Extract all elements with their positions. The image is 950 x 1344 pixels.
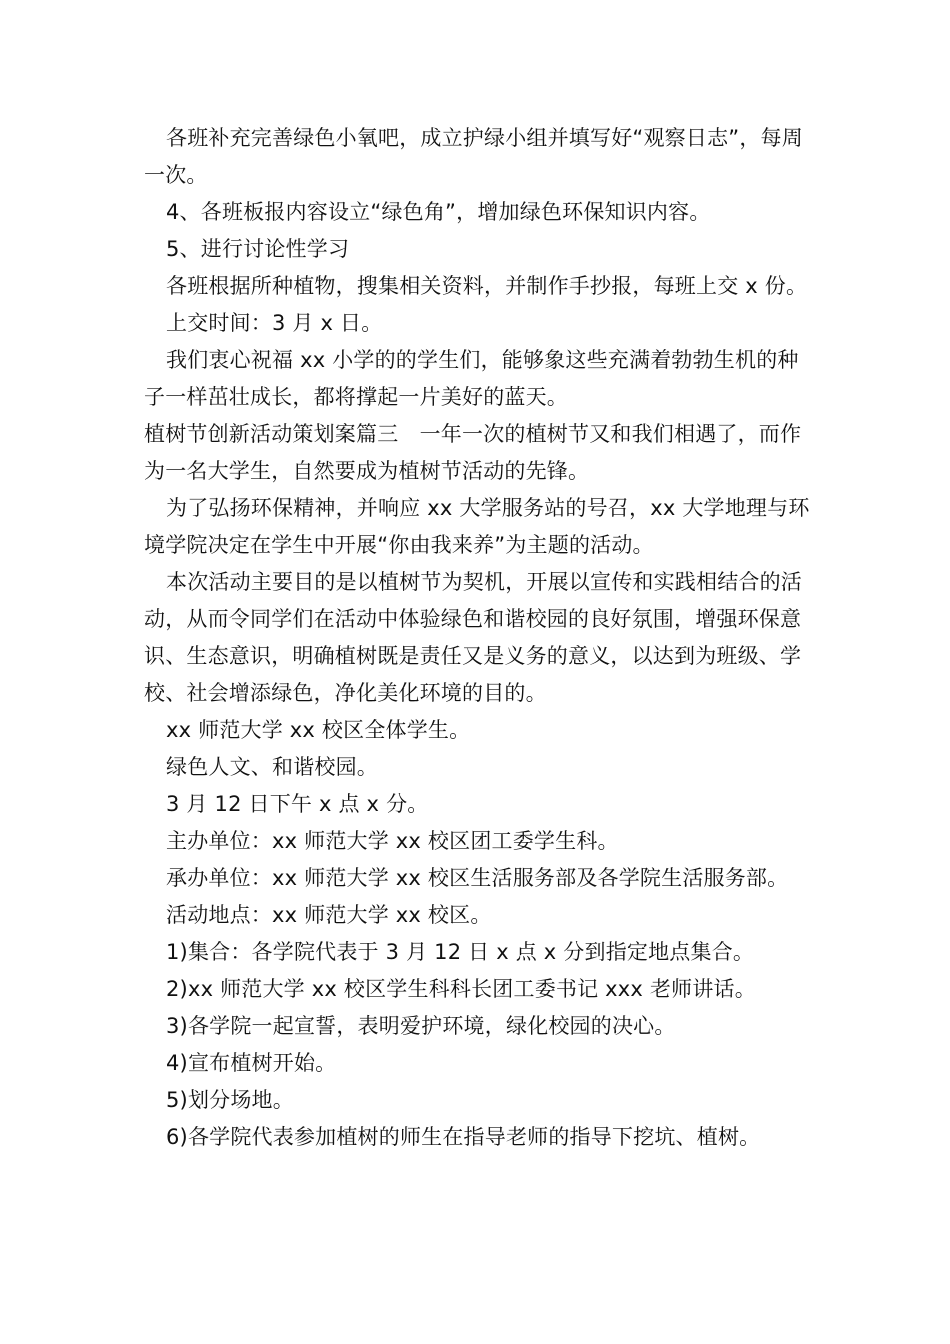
paragraph-green-oxygen-bar: 各班补充完善绿色小氧吧，成立护绿小组并填写好“观察日志”，每周一次。 [144, 126, 803, 187]
paragraph-location: 活动地点：xx 师范大学 xx 校区。 [166, 903, 492, 927]
paragraph-handwritten-report: 各班根据所种植物，搜集相关资料，并制作手抄报，每班上交 x 份。 [166, 274, 808, 298]
list-item-step-2: 2)xx 师范大学 xx 校区学生科科长团工委书记 xxx 老师讲话。 [166, 977, 756, 1001]
list-item-step-4: 4)宣布植树开始。 [166, 1051, 337, 1075]
paragraph-activity-purpose: 本次活动主要目的是以植树节为契机，开展以宣传和实践相结合的活动，从而令同学们在活动中体验绿色和谐校园的良好氛围，增强环保意识、生态意识，明确植树既是责任又是义务的意义，以达到为班级、学校、社会增添绿色，净化美化环境的目的。 [144, 570, 802, 705]
paragraph-theme: 绿色人文、和谐校园。 [166, 755, 378, 779]
paragraph-item-5-discussion: 5、进行讨论性学习 [166, 237, 350, 261]
list-item-step-3: 3)各学院一起宣誓，表明爱护环境，绿化校园的决心。 [166, 1014, 676, 1038]
document-body [144, 120, 814, 1156]
paragraph-participants: xx 师范大学 xx 校区全体学生。 [166, 718, 471, 742]
section-heading-plan-three: 植树节创新活动策划案篇三 一年一次的植树节又和我们相遇了，而作为一名大学生，自然要成为植树节活动的先锋。 [144, 422, 802, 483]
paragraph-item-4-blackboard: 4、各班板报内容设立“绿色角”，增加绿色环保知识内容。 [166, 200, 711, 224]
paragraph-activity-background: 为了弘扬环保精神，并响应 xx 大学服务站的号召，xx 大学地理与环境学院决定在学生中开展“你由我来养”为主题的活动。 [144, 496, 810, 557]
list-item-step-1: 1)集合：各学院代表于 3 月 12 日 x 点 x 分到指定地点集合。 [166, 940, 755, 964]
paragraph-co-organizer: 承办单位：xx 师范大学 xx 校区生活服务部及各学院生活服务部。 [166, 866, 789, 890]
paragraph-organizer: 主办单位：xx 师范大学 xx 校区团工委学生科。 [166, 829, 619, 853]
paragraph-activity-time: 3 月 12 日下午 x 点 x 分。 [166, 792, 429, 816]
paragraph-blessing: 我们衷心祝福 xx 小学的的学生们，能够象这些充满着勃勃生机的种子一样茁壮成长，都将撑起一片美好的蓝天。 [144, 348, 799, 409]
paragraph-submit-time: 上交时间：3 月 x 日。 [166, 311, 383, 335]
list-item-step-5: 5)划分场地。 [166, 1088, 294, 1112]
list-item-step-6: 6)各学院代表参加植树的师生在指导老师的指导下挖坑、植树。 [166, 1125, 761, 1149]
